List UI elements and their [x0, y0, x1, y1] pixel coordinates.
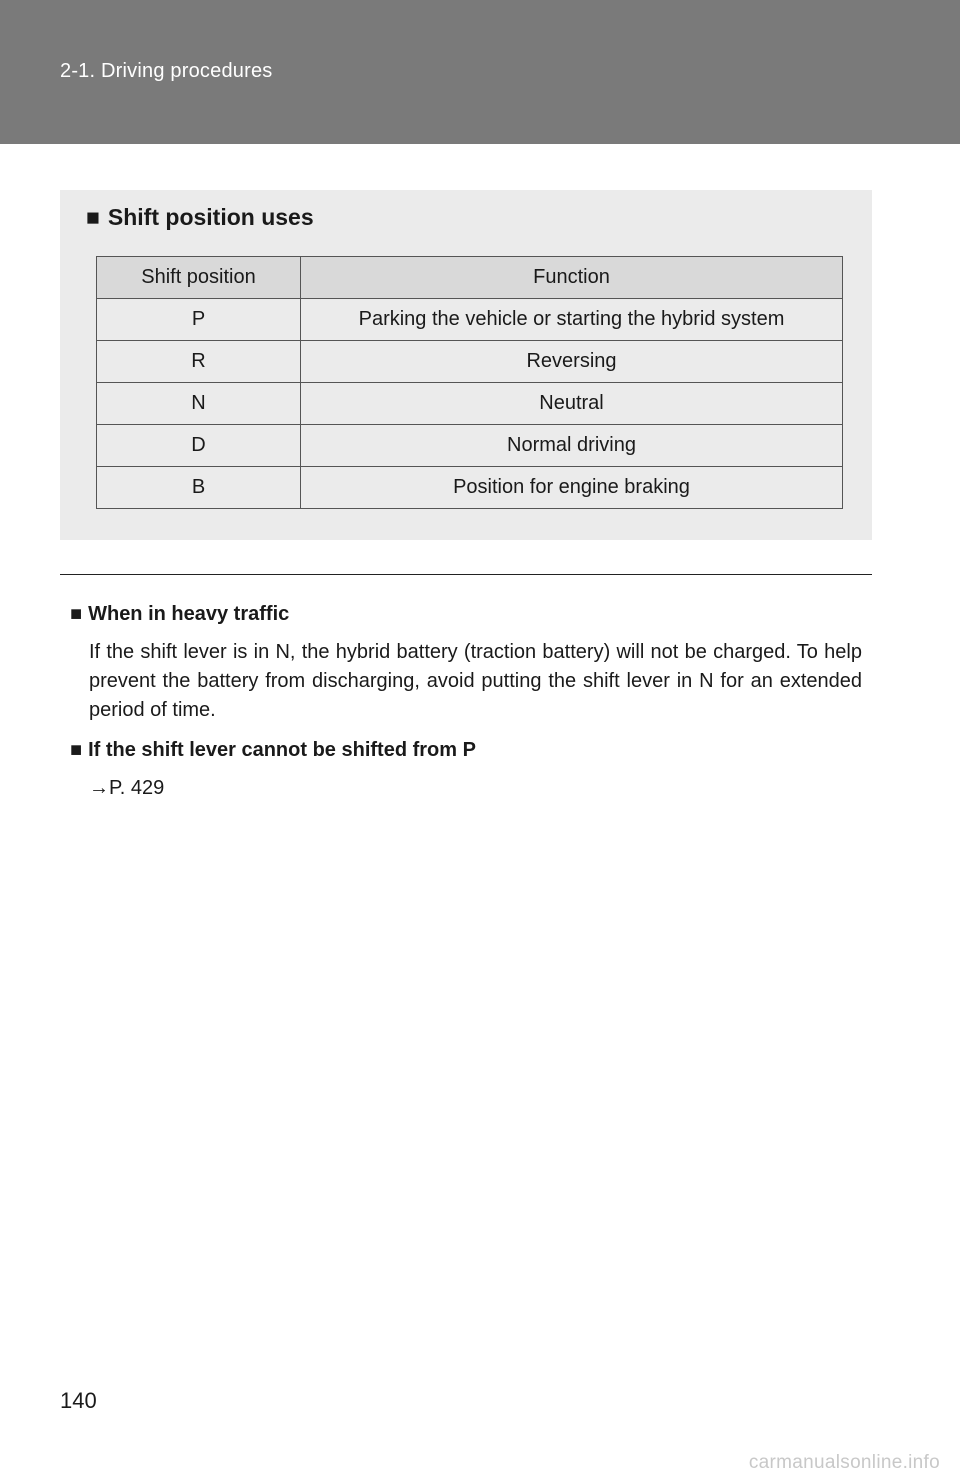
cell-function: Reversing — [301, 341, 843, 383]
section-title: 2-1. Driving procedures — [60, 60, 273, 82]
cell-function: Position for engine braking — [301, 467, 843, 509]
panel-title — [86, 204, 314, 231]
cell-function: Parking the vehicle or starting the hybrid system — [301, 299, 843, 341]
cell-function: Normal driving — [301, 425, 843, 467]
note-heading-text: When in heavy traffic — [88, 603, 290, 625]
note-body: If the shift lever is in N, the hybrid battery (traction battery) will not be charged. To help prevent the battery from discharging, avoid putting the shift lever in N for an extended period of time. — [89, 641, 862, 721]
shift-position-panel — [60, 190, 872, 540]
column-header-shift-position: Shift position — [97, 257, 301, 299]
cell-shift-position: D — [97, 425, 301, 467]
column-header-function: Function — [301, 257, 843, 299]
cell-function: Neutral — [301, 383, 843, 425]
table-row — [97, 383, 843, 425]
shift-position-table — [96, 256, 843, 509]
header-band — [0, 0, 960, 144]
note-shift-from-p — [70, 736, 862, 803]
table-row — [97, 299, 843, 341]
table-header-row — [97, 257, 843, 299]
cell-shift-position: P — [97, 299, 301, 341]
watermark: carmanualsonline.info — [748, 1452, 940, 1473]
note-heavy-traffic — [70, 600, 862, 725]
note-heading — [70, 736, 862, 765]
note-heading — [70, 600, 862, 629]
cell-shift-position: N — [97, 383, 301, 425]
table-row — [97, 341, 843, 383]
panel-title-text: Shift position uses — [107, 204, 314, 230]
square-bullet-icon: ■ — [70, 739, 83, 761]
page-reference-link[interactable]: →P. 429 — [89, 777, 165, 799]
cell-shift-position: B — [97, 467, 301, 509]
cell-shift-position: R — [97, 341, 301, 383]
table-row — [97, 467, 843, 509]
note-heading-text: If the shift lever cannot be shifted from P — [88, 739, 476, 761]
section-divider — [60, 574, 872, 575]
square-bullet-icon: ■ — [86, 204, 100, 230]
square-bullet-icon: ■ — [70, 603, 83, 625]
table-row — [97, 425, 843, 467]
page-number: 140 — [60, 1388, 97, 1413]
